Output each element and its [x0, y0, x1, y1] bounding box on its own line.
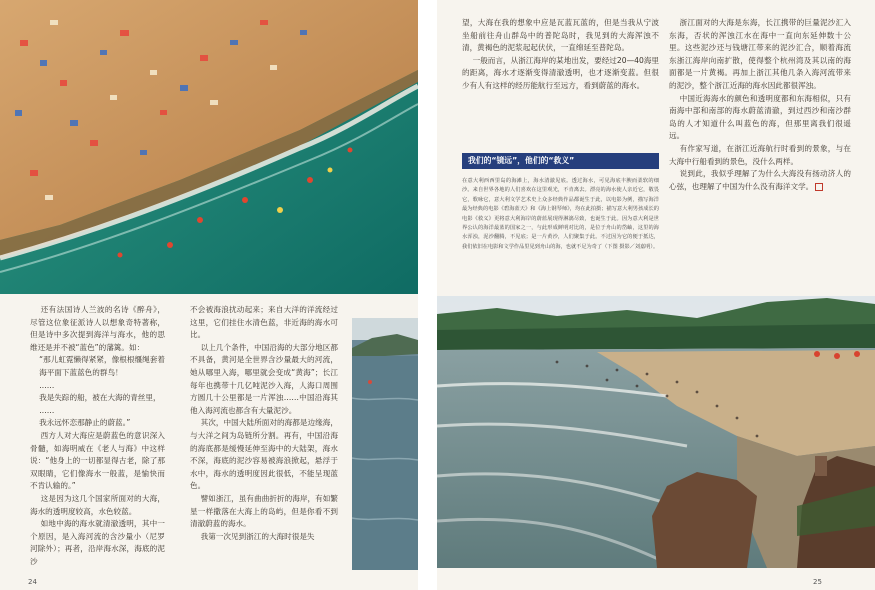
paragraph: 还有法国诗人兰波的名诗《醉舟》，尽管这位象征派诗人以想象奇特著称，但是诗中多次提到海洋与海水，他的思维还是并不被“蓝色”的藩篱。如： [30, 305, 165, 352]
caption-text: 在意大利西西里岛的海滩上，海水清澈见底。透过海水，可见海底丰腴而柔软的细沙。来自世界各地的人们喜欢在这里观光，不肯离去。漂亮的海水使人亲近它，敬畏它，歌咏它，意大利文学艺术史上众多经典作品都诞生于此，以电影为例，描写海洋最为经典的电影《碧海蓝天》和《海上钢琴师》，均在此拍摄；描写意大利男孩成长的电影《救义》更将意大利海岸的蔚蓝展现得淋漓尽致，也诞生于此。因为意大利是世界公认的海洋最蓝的国家之一，与此形成鲜明对比的，是位于舟山的岱岫，这里的海水浑浊，泥沙翻腾，不见底；是一片黄沙，人们聚集于此。不过因为它的便于抵达，我们依旧在电影和文学作品里见到舟山的海，也就不足为奇了（下图 摄影／刘嘉明）。 [462, 178, 659, 250]
paragraph: 不会被海浪扰动起来；来自大洋的洋流经过这里，它们挂住水清色蓝，非近海的海水可比。 [190, 305, 338, 340]
poem-line: 我永远怀恋那静止的蔚蓝。” [39, 418, 131, 428]
left-page [0, 0, 418, 590]
sidebar-box-caption [462, 177, 659, 252]
poem-line: “那儿虹霓懒得紧紧，像根根缰绳套着海平面下蓝蓝色的群鸟！ [39, 355, 165, 377]
right-column-1 [462, 17, 659, 93]
page-number: 24 [28, 578, 37, 586]
end-mark-icon [815, 183, 823, 191]
paragraph: 这是因为这几个国家所面对的大海，海水的透明度较高，水色较蓝。 [30, 493, 165, 516]
left-column-1 [30, 304, 165, 568]
paragraph: 浙江面对的大海是东海，长江携带的巨量泥沙汇入东海，否状的浑浊江水在海中一直向东延伸数十公里。这些泥沙还与钱塘江带来的泥沙汇合，顺着海流东浙江海岸向南扩散，使得整个杭州湾及其以南的海面都是一片黄褐。再加上浙江其他几条入海河流带来的泥沙，整个浙江近海的海水因此都很浑浊。 [669, 18, 851, 90]
paragraph: 我第一次见到浙江的大海时很是失 [200, 531, 315, 541]
poem-ellipsis: …… [39, 380, 55, 390]
paragraph: 望，大海在我的想象中应是瓦蓝瓦蓝的，但是当我从宁波坐船前往舟山群岛中的普陀岛时，我见到的大海浑浊不清，黄褐色的泥浆起起伏伏，一直绵延至普陀岛。 [462, 18, 659, 53]
coast-strip-photo [352, 318, 418, 570]
page-gutter [418, 0, 437, 590]
paragraph: 一般而言，从浙江海岸的某地出发，要经过20—40海里的距离，海水才逐渐变得清澈透明，也才逐渐变蓝。但很少有人有这样的经历能航行至远方，看到蔚蓝的海水。 [462, 55, 660, 90]
right-page [437, 0, 875, 590]
paragraph: 西方人对大海应是蔚蓝色的意识深入骨髓，如海明威在《老人与海》中这样说：“他身上的一切都显得古老，除了那双眼睛，它们像海水一般蓝，是愉快而不肯认输的。” [30, 430, 165, 491]
paragraph: 其次，中国大陆所面对的海都是边缘海，与大洋之间为岛链所分割。再有，中国沿海的海底都是缓慢延伸至海中的大陆架，海水不深，海底的泥沙容易被海浪掀起，悬浮于水中，海水的透明度因此很低，不能呈现蓝色。 [190, 418, 338, 491]
crowded-beach-photo [437, 296, 875, 568]
page-number: 25 [813, 578, 822, 586]
poem-ellipsis: …… [39, 405, 55, 415]
aerial-beach-photo [0, 0, 418, 294]
left-column-2 [190, 304, 338, 543]
paragraph: 如地中海的海水就清澈透明，其中一个原因，是入海河流的含沙量小（尼罗河除外）；再者，沿岸海水深，海底的泥沙 [30, 519, 165, 566]
closing-paragraph-text: 说到此，我似乎理解了为什么大海没有扬动济人的心弦，也理解了中国为什么没有海洋文学。 [669, 169, 851, 191]
paragraph: 有作家写道，在浙江近海航行时看到的景象，与在大海中行船看到的景色，没什么两样。 [669, 143, 851, 166]
paragraph: 以上几个条件，中国沿海的大部分地区都不具备，黄河是全世界含沙量最大的河流，她从哪里入海，哪里就会变成“黄海”；长江每年也携带十几亿吨泥沙入海，人海口周围方圆几十公里都是一片浑浊……中国沿海其他入海河流也都含有大量泥沙。 [190, 342, 338, 415]
paragraph [669, 168, 851, 193]
sidebar-box-title: 我们的“镜远”，他们的“救义” [462, 153, 659, 169]
paragraph: 中国近海海水的颜色和透明度都和东海相似，只有南海中部和南部的海水蔚蓝清澈，到过西沙和南沙群岛的人才知道什么叫蓝色的海，但那里离我们很遥远。 [669, 93, 851, 141]
poem-line: 我是失踪的船，被在大海的青丝里， [39, 393, 161, 403]
paragraph: 譬如浙江，虽有曲曲折折的海岸，有如繁星一样撒落在大海上的岛屿，但是你看不到清澈蔚蓝的海水。 [190, 493, 338, 529]
right-column-2 [669, 17, 851, 193]
